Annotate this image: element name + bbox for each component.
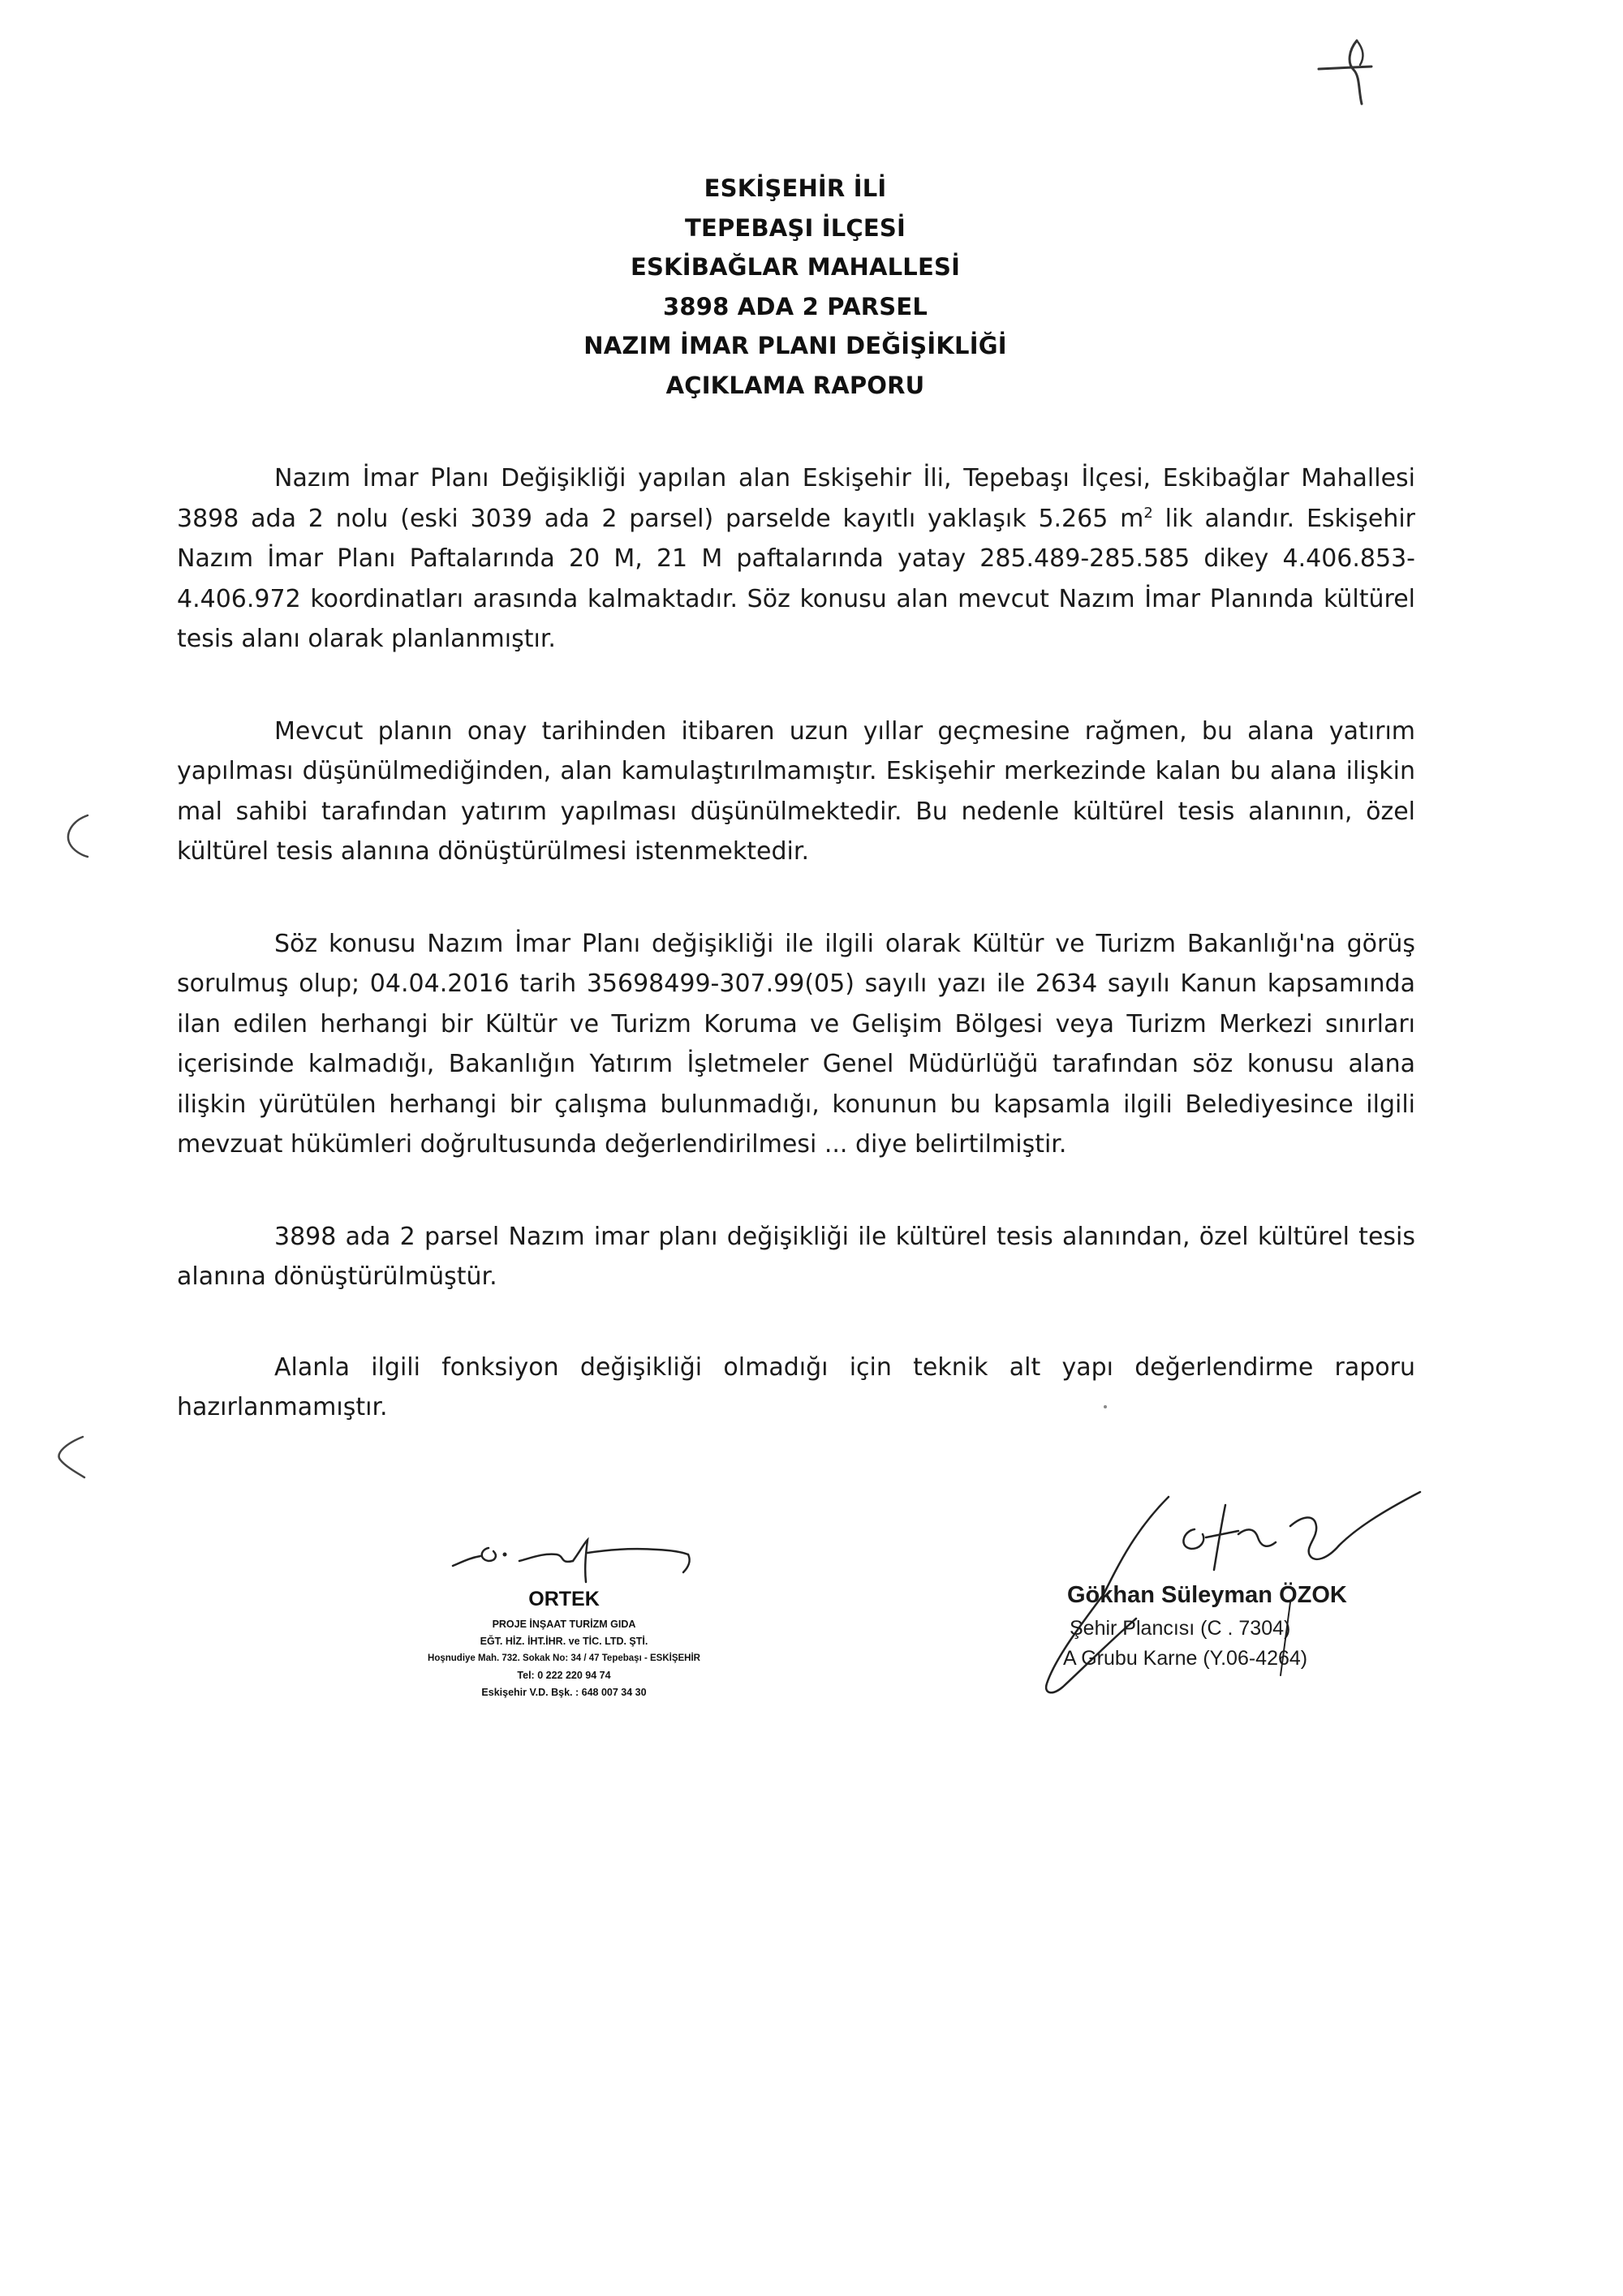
margin-tick-mark [49, 1432, 89, 1481]
company-stamp [390, 1525, 747, 1744]
margin-tick-mark [55, 811, 96, 860]
paragraph-2: Mevcut planın onay tarihinden itibaren uzun yıllar geçmesine rağmen, bu alana yatırım yapılması düşünülmediğinden, alan kamulaştırılmamıştır. Eskişehir merkezinde kalan bu alana ilişkin mal sahibi tarafından yatırım yapılması düşünülmektedir. Bu nedenle kültürel tesis alanının, özel kültürel tesis alanına dönüştürülmesi istenmektedir. [177, 716, 1415, 866]
title-province: ESKİŞEHİR İLİ [704, 174, 887, 202]
stamp-address: Hoşnudiye Mah. 732. Sokak No: 34 / 47 Tepebaşı - ESKİŞEHİR [428, 1653, 700, 1663]
title-parcel: 3898 ADA 2 PARSEL [662, 292, 928, 320]
stamp-company-name: ORTEK [528, 1588, 600, 1610]
stamp-tax-office: Eskişehir V.D. Bşk. : 648 007 34 30 [481, 1687, 647, 1698]
planner-license-group: A Grubu Karne (Y.06-4264) [1063, 1647, 1308, 1670]
title-report-type: AÇIKLAMA RAPORU [665, 371, 925, 399]
paragraph-1 [177, 458, 1415, 660]
stamp-phone: Tel: 0 222 220 94 74 [517, 1670, 611, 1681]
title-plan-change: NAZIM İMAR PLANI DEĞİŞİKLİĞİ [583, 332, 1007, 359]
planner-title: Şehir Plancısı (C . 7304) [1070, 1617, 1291, 1640]
paragraph-1-text-a: Nazım İmar Planı Değişikliği yapılan alan Eskişehir İli, Tepebaşı İlçesi, Eskibağlar Mahallesi 3898 ada 2 nolu (eski 3039 ada 2 parsel) parselde kayıtlı yaklaşık 5.265 m [177, 464, 1415, 533]
paragraph-4: 3898 ada 2 parsel Nazım imar planı değişikliği ile kültürel tesis alanından, özel kültürel tesis alanına dönüştürülmüştür. [177, 1222, 1415, 1291]
stray-dot [1104, 1405, 1107, 1408]
paragraph-3: Söz konusu Nazım İmar Planı değişikliği ile ilgili olarak Kültür ve Turizm Bakanlığı'na görüş sorulmuş olup; 04.04.2016 tarih 35698499-307.99(05) sayılı yazı ile 2634 sayılı Kanun kapsamında ilan edilen herhangi bir Kültür ve Turizm Koruma ve Gelişim Bölgesi veya Turizm Merkezi sınırları içerisinde kalmadığı, Bakanlığın Yatırım İşletmeler Genel Müdürlüğü tarafından söz konusu alana ilişkin yürütülen herhangi bir çalışma bulunmadığı, konunun bu kapsamla ilgili Belediyesince ilgili mevzuat hükümleri doğrultusunda değerlendirilmesi ... diye belirtilmiştir. [177, 929, 1415, 1159]
paragraph-5: Alanla ilgili fonksiyon değişikliği olmadığı için teknik alt yapı değerlendirme raporu hazırlanmamıştır. [177, 1352, 1415, 1421]
superscript-2: 2 [1143, 504, 1153, 522]
stamp-line-1: PROJE İNŞAAT TURİZM GIDA [492, 1619, 636, 1630]
report-title [0, 169, 1591, 405]
planner-name: Gökhan Süleyman ÖZOK [1067, 1582, 1347, 1608]
paragraph-1-text-b: lik alandır. Eskişehir Nazım İmar Planı Paftalarında 20 M, 21 M paftalarında yatay 285.489-285.585 dikey 4.406.853-4.406.972 koordinatları arasında kalmaktadır. Söz konusu alan mevcut Nazım İmar Planında kültürel tesis alanı olarak planlanmıştır. [177, 504, 1416, 653]
handwritten-corner-mark [1315, 32, 1388, 105]
title-district: TEPEBAŞI İLÇESİ [684, 213, 906, 242]
planner-signature [982, 1481, 1436, 1724]
title-neighborhood: ESKİBAĞLAR MAHALLESİ [630, 253, 961, 281]
report-body [177, 458, 1415, 1480]
stamp-signature [414, 1525, 722, 1586]
stamp-line-2: EĞT. HİZ. İHT.İHR. ve TİC. LTD. ŞTİ. [480, 1636, 648, 1647]
